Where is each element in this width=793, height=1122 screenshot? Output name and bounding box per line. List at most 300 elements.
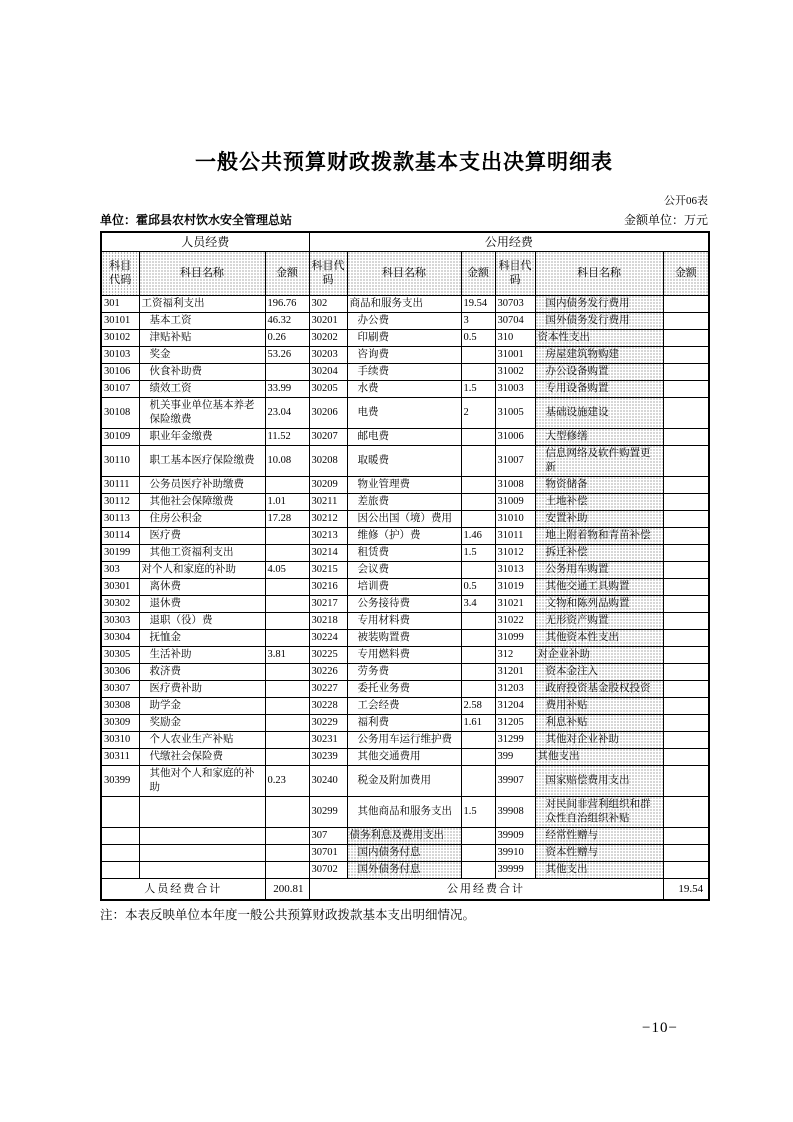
subject-code-cell: 30204 (309, 363, 347, 380)
subject-name-cell: 物资储备 (535, 476, 663, 493)
amount-cell (265, 527, 309, 544)
subject-code-cell: 31003 (495, 380, 535, 397)
table-row (101, 765, 709, 796)
col-header-subject-name: 科目名称 (139, 251, 265, 295)
subject-code-cell: 30218 (309, 612, 347, 629)
subject-name-cell: 退休费 (139, 595, 265, 612)
amount-cell (461, 765, 495, 796)
subject-code-cell: 30399 (101, 765, 139, 796)
table-row (101, 578, 709, 595)
amount-cell (265, 861, 309, 878)
subject-name-cell: 其他对个人和家庭的补助 (139, 765, 265, 796)
subject-name-cell: 电费 (347, 397, 461, 428)
subject-code-cell: 31001 (495, 346, 535, 363)
public-total-amount: 19.54 (663, 878, 709, 900)
amount-cell: 1.46 (461, 527, 495, 544)
amount-cell (663, 312, 709, 329)
subject-name-cell: 房屋建筑物购建 (535, 346, 663, 363)
amount-cell (461, 827, 495, 844)
col-header-subject-code: 科目代码 (101, 251, 139, 295)
group-header-personnel: 人员经费 (101, 232, 309, 251)
amount-cell (663, 714, 709, 731)
amount-cell (663, 527, 709, 544)
subject-code-cell (101, 827, 139, 844)
col-header-subject-name: 科目名称 (347, 251, 461, 295)
subject-name-cell: 利息补贴 (535, 714, 663, 731)
subject-name-cell (139, 861, 265, 878)
table-note: 注：本表反映单位本年度一般公共预算财政拨款基本支出明细情况。 (100, 908, 476, 922)
subject-code-cell: 31007 (495, 445, 535, 476)
subject-code-cell: 30227 (309, 680, 347, 697)
subject-name-cell: 其他支出 (535, 861, 663, 878)
amount-cell: 0.5 (461, 329, 495, 346)
subject-code-cell: 30303 (101, 612, 139, 629)
subject-code-cell: 30199 (101, 544, 139, 561)
subject-code-cell: 30208 (309, 445, 347, 476)
amount-cell (461, 561, 495, 578)
amount-cell: 196.76 (265, 295, 309, 312)
amount-cell: 4.05 (265, 561, 309, 578)
table-row (101, 445, 709, 476)
subject-code-cell: 30225 (309, 646, 347, 663)
table-row (101, 697, 709, 714)
table-row (101, 561, 709, 578)
subject-code-cell: 30307 (101, 680, 139, 697)
subject-code-cell: 30231 (309, 731, 347, 748)
amount-cell (663, 612, 709, 629)
col-header-amount: 金额 (663, 251, 709, 295)
subject-code-cell: 30701 (309, 844, 347, 861)
personnel-total-label: 人员经费合计 (101, 878, 265, 900)
table-row (101, 476, 709, 493)
amount-cell (663, 380, 709, 397)
subject-code-cell: 30299 (309, 796, 347, 827)
subject-code-cell: 30205 (309, 380, 347, 397)
amount-cell (663, 861, 709, 878)
subject-name-cell: 国外债务付息 (347, 861, 461, 878)
subject-code-cell: 31299 (495, 731, 535, 748)
subject-name-cell: 债务利息及费用支出 (347, 827, 461, 844)
meta-line (100, 211, 708, 228)
amount-cell (663, 295, 709, 312)
amount-cell: 19.54 (461, 295, 495, 312)
subject-code-cell: 30112 (101, 493, 139, 510)
subject-name-cell: 公务用车运行维护费 (347, 731, 461, 748)
amount-cell: 11.52 (265, 428, 309, 445)
subject-name-cell: 大型修缮 (535, 428, 663, 445)
subject-code-cell: 301 (101, 295, 139, 312)
subject-code-cell: 30217 (309, 595, 347, 612)
amount-unit-label: 金额单位：万元 (623, 213, 708, 227)
amount-cell (663, 765, 709, 796)
amount-cell (663, 844, 709, 861)
amount-cell: 2 (461, 397, 495, 428)
subject-code-cell: 31002 (495, 363, 535, 380)
subject-name-cell: 对民间非营利组织和群众性自治组织补贴 (535, 796, 663, 827)
subject-name-cell: 咨询费 (347, 346, 461, 363)
amount-cell (265, 595, 309, 612)
subject-name-cell: 委托业务费 (347, 680, 461, 697)
subject-code-cell: 31005 (495, 397, 535, 428)
amount-cell: 3 (461, 312, 495, 329)
amount-cell (265, 663, 309, 680)
amount-cell: 1.5 (461, 796, 495, 827)
table-row (101, 714, 709, 731)
table-row (101, 612, 709, 629)
subject-name-cell: 差旅费 (347, 493, 461, 510)
subject-code-cell: 30305 (101, 646, 139, 663)
amount-cell (663, 493, 709, 510)
table-row (101, 510, 709, 527)
amount-cell (663, 329, 709, 346)
subject-name-cell: 安置补助 (535, 510, 663, 527)
subject-code-cell: 302 (309, 295, 347, 312)
table-row (101, 646, 709, 663)
subject-name-cell (139, 796, 265, 827)
col-header-subject-code: 科目代码 (309, 251, 347, 295)
amount-cell (461, 646, 495, 663)
subject-name-cell: 政府投资基金股权投资 (535, 680, 663, 697)
subject-code-cell: 30309 (101, 714, 139, 731)
subject-name-cell: 生活补助 (139, 646, 265, 663)
table-code: 公开06表 (664, 195, 708, 207)
subject-code-cell: 30107 (101, 380, 139, 397)
subject-code-cell: 31011 (495, 527, 535, 544)
group-header-row (101, 232, 709, 251)
subject-name-cell: 信息网络及软件购置更新 (535, 445, 663, 476)
subject-code-cell: 30212 (309, 510, 347, 527)
amount-cell (663, 428, 709, 445)
subject-code-cell: 30215 (309, 561, 347, 578)
subject-name-cell: 公务员医疗补助缴费 (139, 476, 265, 493)
subject-name-cell: 无形资产购置 (535, 612, 663, 629)
subject-code-cell: 30102 (101, 329, 139, 346)
subject-name-cell: 办公设备购置 (535, 363, 663, 380)
table-row (101, 827, 709, 844)
subject-code-cell: 30311 (101, 748, 139, 765)
subject-name-cell: 奖金 (139, 346, 265, 363)
subject-code-cell: 30216 (309, 578, 347, 595)
amount-cell (265, 714, 309, 731)
amount-cell (461, 731, 495, 748)
amount-cell: 23.04 (265, 397, 309, 428)
subject-code-cell: 30114 (101, 527, 139, 544)
subject-code-cell: 30207 (309, 428, 347, 445)
subject-code-cell: 30308 (101, 697, 139, 714)
amount-cell (663, 397, 709, 428)
budget-detail-table (100, 231, 710, 901)
subject-name-cell: 拆迁补偿 (535, 544, 663, 561)
amount-cell (663, 578, 709, 595)
subject-code-cell: 30111 (101, 476, 139, 493)
subject-name-cell: 伙食补助费 (139, 363, 265, 380)
subject-name-cell: 会议费 (347, 561, 461, 578)
subject-name-cell: 福利费 (347, 714, 461, 731)
subject-name-cell: 水费 (347, 380, 461, 397)
amount-cell (461, 428, 495, 445)
amount-cell (663, 595, 709, 612)
subject-name-cell: 救济费 (139, 663, 265, 680)
subject-name-cell: 基本工资 (139, 312, 265, 329)
amount-cell (461, 445, 495, 476)
amount-cell (663, 544, 709, 561)
subject-name-cell: 费用补贴 (535, 697, 663, 714)
subject-name-cell: 租赁费 (347, 544, 461, 561)
subject-name-cell: 被装购置费 (347, 629, 461, 646)
subject-name-cell: 奖励金 (139, 714, 265, 731)
amount-cell (265, 748, 309, 765)
subject-code-cell: 30704 (495, 312, 535, 329)
subject-code-cell: 310 (495, 329, 535, 346)
amount-cell: 1.5 (461, 544, 495, 561)
amount-cell (265, 612, 309, 629)
amount-cell: 33.99 (265, 380, 309, 397)
subject-code-cell: 30703 (495, 295, 535, 312)
subject-name-cell: 住房公积金 (139, 510, 265, 527)
subject-name-cell: 职工基本医疗保险缴费 (139, 445, 265, 476)
table-body (101, 295, 709, 878)
subject-name-cell: 其他工资福利支出 (139, 544, 265, 561)
subject-code-cell: 31201 (495, 663, 535, 680)
table-row (101, 796, 709, 827)
table-row (101, 312, 709, 329)
subject-code-cell: 31009 (495, 493, 535, 510)
subject-name-cell: 其他支出 (535, 748, 663, 765)
subject-code-cell: 30110 (101, 445, 139, 476)
subject-name-cell: 基础设施建设 (535, 397, 663, 428)
subject-name-cell (139, 827, 265, 844)
subject-code-cell: 312 (495, 646, 535, 663)
column-header-row (101, 251, 709, 295)
subject-name-cell: 其他商品和服务支出 (347, 796, 461, 827)
amount-cell (461, 346, 495, 363)
amount-cell (461, 476, 495, 493)
amount-cell: 0.5 (461, 578, 495, 595)
subject-code-cell: 30226 (309, 663, 347, 680)
amount-cell: 1.01 (265, 493, 309, 510)
subject-code-cell: 31006 (495, 428, 535, 445)
col-header-subject-name: 科目名称 (535, 251, 663, 295)
group-header-public: 公用经费 (309, 232, 709, 251)
subject-name-cell: 经常性赠与 (535, 827, 663, 844)
subject-name-cell: 资本金注入 (535, 663, 663, 680)
subject-code-cell: 31013 (495, 561, 535, 578)
subject-code-cell: 31205 (495, 714, 535, 731)
amount-cell (461, 612, 495, 629)
subject-name-cell: 助学金 (139, 697, 265, 714)
subject-name-cell: 公务用车购置 (535, 561, 663, 578)
subject-name-cell: 劳务费 (347, 663, 461, 680)
amount-cell: 17.28 (265, 510, 309, 527)
subject-name-cell: 国外债务发行费用 (535, 312, 663, 329)
amount-cell (663, 796, 709, 827)
subject-name-cell (139, 844, 265, 861)
subject-code-cell: 30101 (101, 312, 139, 329)
subject-code-cell: 39907 (495, 765, 535, 796)
amount-cell (461, 663, 495, 680)
amount-cell (461, 493, 495, 510)
table-row (101, 346, 709, 363)
amount-cell: 10.08 (265, 445, 309, 476)
subject-name-cell: 取暖费 (347, 445, 461, 476)
amount-cell (663, 697, 709, 714)
subject-name-cell: 其他社会保障缴费 (139, 493, 265, 510)
amount-cell (265, 827, 309, 844)
subject-code-cell (101, 861, 139, 878)
amount-cell (663, 346, 709, 363)
subject-name-cell: 专用材料费 (347, 612, 461, 629)
subject-code-cell: 30302 (101, 595, 139, 612)
subject-code-cell: 30213 (309, 527, 347, 544)
page-title: 一般公共预算财政拨款基本支出决算明细表 (195, 150, 613, 174)
col-header-subject-code: 科目代码 (495, 251, 535, 295)
subject-name-cell: 公务接待费 (347, 595, 461, 612)
amount-cell (265, 363, 309, 380)
subject-code-cell: 30211 (309, 493, 347, 510)
subject-name-cell: 其他交通费用 (347, 748, 461, 765)
subject-code-cell: 30224 (309, 629, 347, 646)
subject-name-cell: 专用设备购置 (535, 380, 663, 397)
amount-cell (461, 629, 495, 646)
table-row (101, 380, 709, 397)
amount-cell (461, 748, 495, 765)
subject-code-cell: 31203 (495, 680, 535, 697)
amount-cell (461, 861, 495, 878)
subject-code-cell: 307 (309, 827, 347, 844)
amount-cell (461, 680, 495, 697)
amount-cell: 0.26 (265, 329, 309, 346)
amount-cell (265, 680, 309, 697)
table-row (101, 527, 709, 544)
subject-name-cell: 资本性支出 (535, 329, 663, 346)
table-row (101, 629, 709, 646)
subject-code-cell (101, 844, 139, 861)
amount-cell (663, 510, 709, 527)
table-row (101, 295, 709, 312)
subject-code-cell (101, 796, 139, 827)
amount-cell (663, 680, 709, 697)
table-row (101, 680, 709, 697)
amount-cell (663, 476, 709, 493)
amount-cell (461, 510, 495, 527)
subject-name-cell: 维修（护）费 (347, 527, 461, 544)
amount-cell (461, 363, 495, 380)
table-row (101, 663, 709, 680)
subject-name-cell: 工会经费 (347, 697, 461, 714)
subject-name-cell: 退职（役）费 (139, 612, 265, 629)
amount-cell (265, 697, 309, 714)
amount-cell (265, 731, 309, 748)
subject-code-cell: 30103 (101, 346, 139, 363)
subject-code-cell: 30201 (309, 312, 347, 329)
subject-code-cell: 31008 (495, 476, 535, 493)
personnel-total-amount: 200.81 (265, 878, 309, 900)
subject-name-cell: 个人农业生产补贴 (139, 731, 265, 748)
subject-code-cell: 30113 (101, 510, 139, 527)
subject-code-cell: 399 (495, 748, 535, 765)
amount-cell: 3.4 (461, 595, 495, 612)
amount-cell (265, 578, 309, 595)
table-row (101, 861, 709, 878)
subject-name-cell: 工资福利支出 (139, 295, 265, 312)
subject-name-cell: 地上附着物和青苗补偿 (535, 527, 663, 544)
amount-cell (663, 748, 709, 765)
col-header-amount: 金额 (461, 251, 495, 295)
subject-code-cell: 303 (101, 561, 139, 578)
subject-code-cell: 31022 (495, 612, 535, 629)
subject-name-cell: 物业管理费 (347, 476, 461, 493)
subject-code-cell: 30301 (101, 578, 139, 595)
amount-cell (663, 646, 709, 663)
subject-name-cell: 其他资本性支出 (535, 629, 663, 646)
subject-name-cell: 其他对企业补助 (535, 731, 663, 748)
amount-cell: 1.61 (461, 714, 495, 731)
amount-cell (663, 663, 709, 680)
document-page (100, 146, 708, 923)
table-row (101, 844, 709, 861)
subject-code-cell: 30214 (309, 544, 347, 561)
subject-name-cell: 国内债务付息 (347, 844, 461, 861)
subject-name-cell: 国家赔偿费用支出 (535, 765, 663, 796)
subject-name-cell: 其他交通工具购置 (535, 578, 663, 595)
subject-name-cell: 机关事业单位基本养老保险缴费 (139, 397, 265, 428)
amount-cell (265, 629, 309, 646)
table-row (101, 329, 709, 346)
subject-code-cell: 31204 (495, 697, 535, 714)
amount-cell (461, 844, 495, 861)
amount-cell (265, 544, 309, 561)
amount-cell (663, 731, 709, 748)
table-row (101, 397, 709, 428)
subject-code-cell: 31019 (495, 578, 535, 595)
subject-name-cell: 税金及附加费用 (347, 765, 461, 796)
subject-name-cell: 因公出国（境）费用 (347, 510, 461, 527)
table-row (101, 748, 709, 765)
subject-code-cell: 30209 (309, 476, 347, 493)
amount-cell (265, 476, 309, 493)
amount-cell (265, 796, 309, 827)
amount-cell: 46.32 (265, 312, 309, 329)
amount-cell (265, 844, 309, 861)
table-row (101, 544, 709, 561)
table-row (101, 363, 709, 380)
subject-name-cell: 对企业补助 (535, 646, 663, 663)
amount-cell: 53.26 (265, 346, 309, 363)
table-row (101, 493, 709, 510)
amount-cell: 2.58 (461, 697, 495, 714)
subject-code-cell: 30310 (101, 731, 139, 748)
public-total-label: 公用经费合计 (309, 878, 663, 900)
subject-name-cell: 离休费 (139, 578, 265, 595)
subject-name-cell: 土地补偿 (535, 493, 663, 510)
subject-name-cell: 代缴社会保险费 (139, 748, 265, 765)
subject-name-cell: 文物和陈列品购置 (535, 595, 663, 612)
unit-label: 单位：霍邱县农村饮水安全管理总站 (100, 213, 293, 227)
subject-code-cell: 30108 (101, 397, 139, 428)
subject-name-cell: 专用燃料费 (347, 646, 461, 663)
subject-code-cell: 30202 (309, 329, 347, 346)
subject-code-cell: 30203 (309, 346, 347, 363)
subject-code-cell: 30306 (101, 663, 139, 680)
subject-code-cell: 31021 (495, 595, 535, 612)
col-header-amount: 金额 (265, 251, 309, 295)
subject-name-cell: 津贴补贴 (139, 329, 265, 346)
subject-name-cell: 国内债务发行费用 (535, 295, 663, 312)
subject-code-cell: 31012 (495, 544, 535, 561)
subject-name-cell: 医疗费 (139, 527, 265, 544)
subject-code-cell: 30228 (309, 697, 347, 714)
subject-code-cell: 39909 (495, 827, 535, 844)
